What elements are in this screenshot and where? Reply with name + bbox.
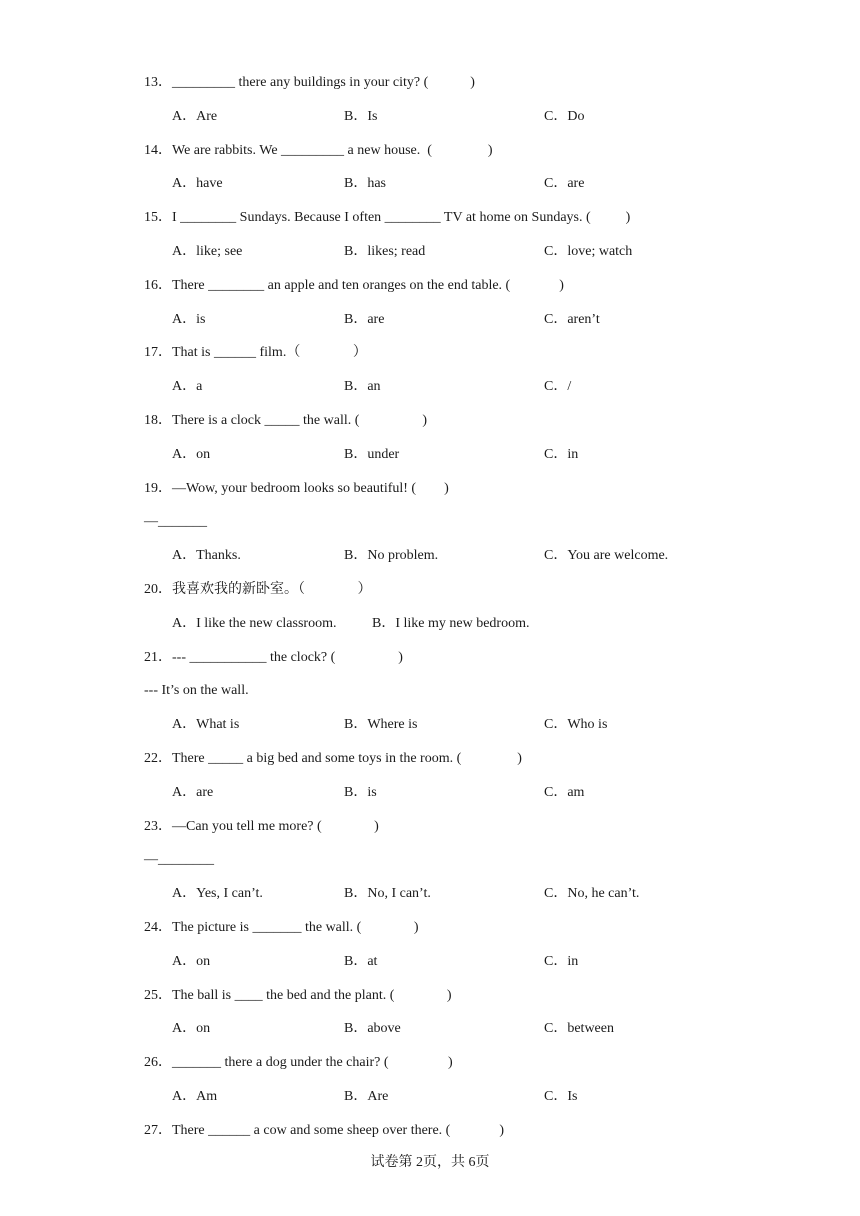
page-footer: 试卷第 2页，共 6页 — [370, 1155, 490, 1170]
question-number: 27． — [144, 1122, 172, 1138]
option-c: C．No, he can’t. — [544, 886, 640, 902]
option-c: C．aren’t — [544, 311, 600, 327]
option-b: B．No problem. — [344, 548, 439, 564]
question-19 — [144, 480, 449, 498]
question-text: I ________ Sundays. Because I often ________ TV at home on Sundays. ( ) — [172, 210, 631, 226]
question-25 — [144, 987, 452, 1005]
option-a: A．Am — [172, 1089, 218, 1104]
answer-line: --- It’s on the wall. — [144, 683, 249, 699]
option-b: B．Are — [344, 1089, 389, 1104]
question-text: There _____ a big bed and some toys in the room. ( ) — [172, 751, 522, 766]
question-20 — [144, 581, 372, 599]
question-number: 20． — [144, 582, 172, 597]
question-text: There ______ a cow and some sheep over there. ( ) — [172, 1122, 505, 1138]
question-text: There ________ an apple and ten oranges on the end table. ( ) — [172, 277, 564, 293]
option-b: B．I like my new bedroom. — [372, 615, 530, 631]
question-number: 26． — [144, 1055, 172, 1071]
option-a: A．Thanks. — [172, 548, 241, 564]
option-a: A．on — [172, 446, 211, 462]
option-a: A．like; see — [172, 244, 243, 259]
option-b: B．under — [344, 446, 400, 462]
question-text: There is a clock _____ the wall. ( ) — [172, 413, 428, 428]
question-18 — [144, 412, 427, 430]
question-number: 23． — [144, 818, 172, 834]
question-text: 我喜欢我的新卧室。（ ） — [172, 582, 372, 597]
option-b: B．an — [344, 379, 381, 395]
option-a: A．Yes, I can’t. — [172, 886, 263, 902]
question-14 — [144, 142, 493, 160]
option-c: C．am — [544, 784, 585, 800]
question-15 — [144, 209, 630, 227]
option-a: A．on — [172, 1021, 211, 1037]
question-24 — [144, 919, 419, 937]
option-c: C．Is — [544, 1089, 578, 1104]
option-c: C．between — [544, 1021, 614, 1037]
option-a: A．have — [172, 176, 223, 192]
option-b: B．likes; read — [344, 244, 426, 259]
option-b: B．Is — [344, 108, 378, 124]
question-13 — [144, 74, 475, 92]
question-text: _________ there any buildings in your city? ( ) — [172, 75, 475, 90]
question-17 — [144, 344, 367, 362]
question-text: _______ there a dog under the chair? ( ) — [172, 1055, 453, 1071]
option-c: C．in — [544, 953, 579, 969]
question-27 — [144, 1122, 504, 1140]
option-c: C．Do — [544, 108, 585, 124]
question-26 — [144, 1054, 453, 1072]
question-number: 19． — [144, 480, 172, 496]
option-a: A．Are — [172, 108, 218, 124]
option-a: A．What is — [172, 717, 240, 733]
option-c: C．are — [544, 176, 585, 192]
question-23 — [144, 818, 379, 836]
question-number: 14． — [144, 142, 172, 158]
option-a: A．on — [172, 953, 211, 969]
question-text: —Can you tell me more? ( ) — [172, 818, 379, 834]
question-number: 16． — [144, 277, 172, 293]
question-text: The ball is ____ the bed and the plant. ( ) — [172, 987, 452, 1003]
question-number: 13． — [144, 75, 172, 90]
answer-line: —________ — [144, 852, 214, 868]
question-22 — [144, 750, 522, 768]
option-c: C．in — [544, 446, 579, 462]
option-b: B．has — [344, 176, 386, 192]
question-text: We are rabbits. We _________ a new house. ( ) — [172, 142, 493, 158]
option-a: A．a — [172, 379, 203, 395]
question-number: 24． — [144, 920, 172, 935]
question-number: 22． — [144, 751, 172, 766]
question-text: The picture is _______ the wall. ( ) — [172, 920, 419, 935]
option-c: C．love; watch — [544, 244, 633, 259]
option-b: B．above — [344, 1021, 401, 1037]
option-b: B．is — [344, 784, 377, 800]
question-number: 17． — [144, 345, 172, 361]
question-number: 25． — [144, 987, 172, 1003]
question-21 — [144, 649, 403, 667]
question-text: —Wow, your bedroom looks so beautiful! ( ) — [172, 480, 449, 496]
question-text: That is ______ film.（ ） — [172, 345, 367, 361]
option-b: B．No, I can’t. — [344, 886, 431, 902]
question-number: 21． — [144, 649, 172, 665]
option-a: A．I like the new classroom. — [172, 615, 337, 631]
option-b: B．at — [344, 953, 378, 969]
question-number: 15． — [144, 210, 172, 226]
option-c: C．/ — [544, 379, 572, 395]
question-number: 18． — [144, 413, 172, 428]
question-text: --- ___________ the clock? ( ) — [172, 649, 403, 665]
option-a: A．are — [172, 784, 214, 800]
option-c: C．Who is — [544, 717, 608, 733]
answer-line: —_______ — [144, 514, 207, 530]
question-16 — [144, 277, 564, 295]
option-b: B．Where is — [344, 717, 418, 733]
option-c: C．You are welcome. — [544, 548, 669, 564]
option-a: A．is — [172, 311, 206, 327]
option-b: B．are — [344, 311, 385, 327]
